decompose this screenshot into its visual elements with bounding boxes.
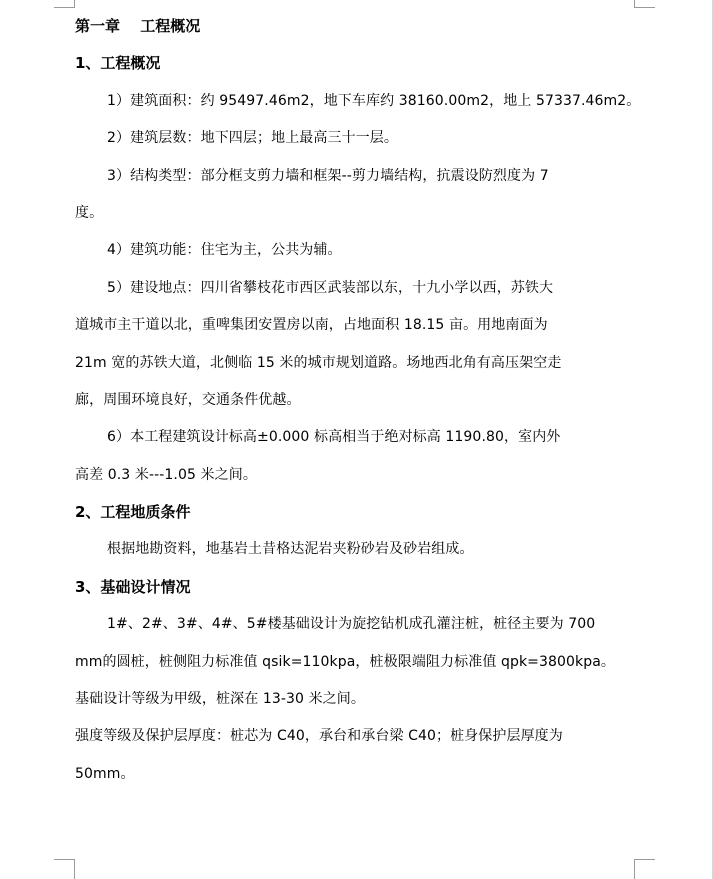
paragraph-strength: 强度等级及保护层厚度：桩芯为 C40，承台和承台梁 C40；桩身保护层厚度为	[75, 728, 563, 745]
paragraph-site-location-cont-3: 廊，周围环境良好，交通条件优越。	[75, 391, 301, 408]
document-body	[75, 12, 640, 797]
paragraph-site-location-cont-1: 道城市主干道以北，重啤集团安置房以南，占地面积 18.15 亩。用地南面为	[75, 317, 548, 334]
paragraph-site-location: 5）建设地点：四川省攀枝花市西区武装部以东，十九小学以西，苏铁大	[107, 279, 554, 296]
crop-mark-bottom-right	[634, 859, 655, 879]
paragraph-site-location-cont-2: 21m 宽的苏铁大道，北侧临 15 米的城市规划道路。场地西北角有高压架空走	[75, 354, 562, 371]
paragraph-building-area: 1）建筑面积：约 95497.46m2，地下车库约 38160.00m2，地上 57337.46m2。	[107, 92, 641, 109]
crop-mark-top-left	[54, 0, 75, 8]
paragraph-foundation-cont-1: mm的圆桩，桩侧阻力标准值 qsik=110kpa，桩极限端阻力标准值 qpk=3800kpa。	[75, 653, 615, 670]
paragraph-geology: 根据地勘资料，地基岩土昔格达泥岩夹粉砂岩及砂岩组成。	[107, 541, 474, 558]
section-title-foundation: 3、基础设计情况	[75, 577, 191, 596]
paragraph-elevation-cont: 高差 0.3 米---1.05 米之间。	[75, 466, 257, 483]
paragraph-building-floors: 2）建筑层数：地下四层；地上最高三十一层。	[107, 130, 399, 147]
paragraph-strength-cont: 50mm。	[75, 765, 135, 782]
section-title-overview: 1、工程概况	[75, 54, 161, 73]
crop-mark-top-right	[634, 0, 655, 8]
paragraph-elevation: 6）本工程建筑设计标高±0.000 标高相当于绝对标高 1190.80，室内外	[107, 429, 561, 446]
crop-mark-bottom-left	[54, 859, 75, 879]
section-title-geology: 2、工程地质条件	[75, 503, 191, 522]
paragraph-foundation: 1#、2#、3#、4#、5#楼基础设计为旋挖钻机成孔灌注桩，桩径主要为 700	[107, 616, 596, 633]
chapter-title: 第一章 工程概况	[75, 17, 201, 35]
paragraph-foundation-cont-2: 基础设计等级为甲级，桩深在 13-30 米之间。	[75, 691, 365, 708]
paragraph-structure-type-cont: 度。	[75, 204, 104, 221]
paragraph-structure-type: 3）结构类型：部分框支剪力墙和框架--剪力墙结构，抗震设防烈度为 7	[107, 167, 549, 184]
paragraph-building-function: 4）建筑功能：住宅为主，公共为辅。	[107, 242, 342, 259]
